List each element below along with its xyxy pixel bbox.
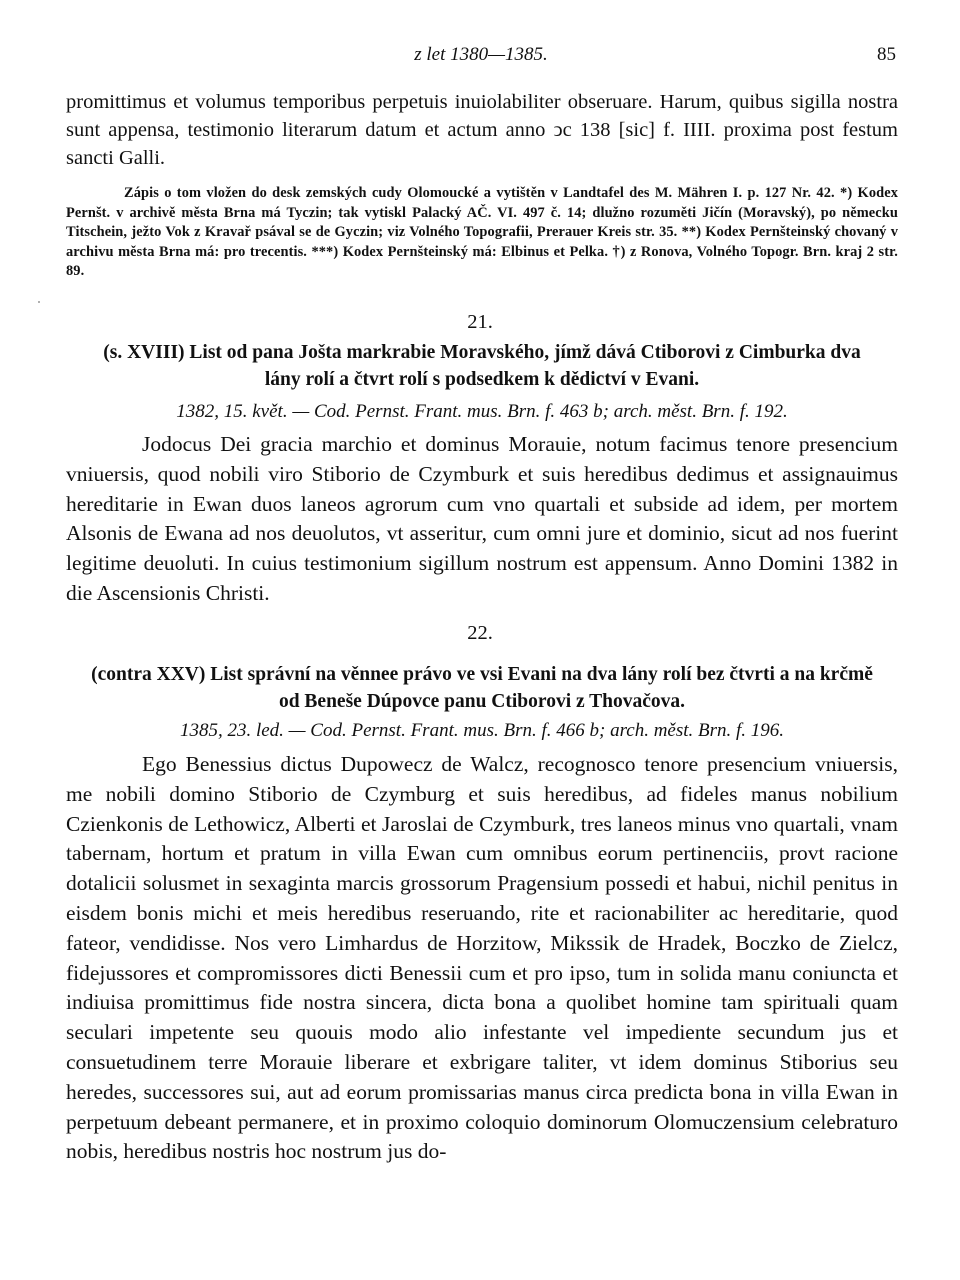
footnote-block [66, 184, 898, 282]
document-heading-21-line2: lány rolí a čtvrt rolí s podsedkem k dědictví v Evani. [264, 368, 700, 390]
document-heading-22-line2: od Beneše Dúpovce panu Ctiborovi z Thovačova. [278, 690, 686, 712]
document-number-22: 22. [467, 622, 493, 644]
footnote-text: Zápis o tom vložen do desk zemských cudy Olomoucké a vytištěn v Landtafel des M. Mähren I. p. 127 Nr. 42. *) Kodex Pernšt. v archivě města Brna má Tyczin; tak vytiskl Palacký AČ. VI. 497 č. 14; dlužno rozuměti Jičín (Moravský), po německu Titschein, ježto Vok z Kravař psával se de Gyczin; viz Volného Topografii, Prerauer Kreis str. 35. **) Kodex Pernšteinský chovaný v archivu města Brna má: pro trecentis. ***) Kodex Pernšteinský má: Elbinus et Pelka. †) z Ronova, Volného Topogr. Brn. kraj 2 str. 89. [66, 185, 898, 280]
stray-mark [38, 301, 40, 303]
document-heading-21-line1: (s. XVIII) List od pana Jošta markrabie Moravského, jímž dává Ctiborovi z Cimburka dva [103, 342, 861, 363]
document-source-21: 1382, 15. květ. — Cod. Pernst. Frant. mus. Brn. f. 463 b; arch. měst. Brn. f. 192. [176, 401, 788, 422]
document-text-21: Jodocus Dei gracia marchio et dominus Morauie, notum facimus tenore presencium vniuersis, quod nobili viro Stiborio de Czymburk et suis heredibus dedimus et assignauimus hereditarie in Ewan duos laneos agrorum cum vno quartali et subside ad idem, per mortem Alsonis de Ewana ad nos deuolutos, vt asseritur, cum omni jure et dominio, sicut ad nos fuerint legitime deuoluti. In cuius testimonium sigillum nostrum est appensum. Anno Domini 1382 in die Ascensionis Christi. [66, 432, 898, 605]
document-text-22: Ego Benessius dictus Dupowecz de Walcz, recognosco tenore presencium vniuersis, me nobili domino Stiborio de Czymburg et suis heredibus, ad fideles manus nobilium Czienkonis de Lethowicz, Alberti et Jaroslai de Czymburk, tres laneos minus vno quartali, vnam tabernam, hortum et pratum in villa Ewan cum omnibus eorum pertinenciis, provt racione dotalicii solusmet in sexaginta marcis grossorum Pragensium possedi et habui, nichil penitus in eisdem bonis michi et meis heredibus reseruando, rite et racionabiliter ac hereditarie, quod fateor, vendidisse. Nos vero Limhardus de Horzitow, Mikssik de Hradek, Boczko de Zielcz, fidejussores et compromissores dicti Benessii cum et pro ipso, tum in solida manu coniuncta et indiuisa promittimus fide nostra sincera, dicta bona a quolibet homine tam spirituali quam seculari impetente seu quouis modo alio infestante vel impediente secundum jus et consuetudinem terre Morauie liberare et exbrigare taliter, vt idem dominus Stiborius seu heredes, successores sui, aut ad eorum promissarias manus circa predicta bona in villa Ewan in perpetuum debeant permanere, et in proximo coloquio dominorum Olomuczensium celebraturo nobis, heredibus nostris hoc nostrum jus do- [66, 752, 898, 1164]
document-number-21: 21. [467, 311, 493, 333]
running-title: z let 1380—1385. [414, 44, 548, 65]
running-head [66, 44, 896, 74]
document-heading-22 [66, 662, 898, 715]
continuation-paragraph: promittimus et volumus temporibus perpetuis inuiolabiliter obseruare. Harum, quibus sigilla nostra sunt appensa, testimonio literarum datum et actum anno ↄc 138 [sic] f. IIII. proxima post festum sancti Galli. [66, 91, 898, 170]
document-source-22: 1385, 23. led. — Cod. Pernst. Frant. mus. Brn. f. 466 b; arch. měst. Brn. f. 196. [179, 720, 785, 741]
document-heading-21 [66, 340, 898, 393]
page-number: 85 [877, 44, 896, 65]
document-heading-22-line1: (contra XXV) List správní na věnnee právo ve vsi Evani na dva lány rolí bez čtvrti a na krčmě [91, 664, 873, 685]
